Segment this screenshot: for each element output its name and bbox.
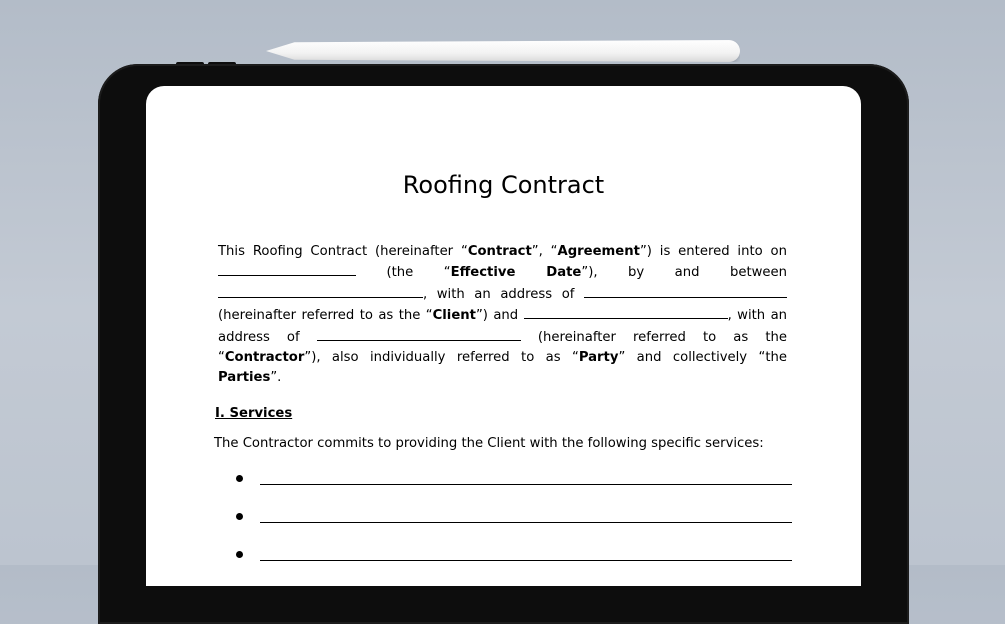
contractor-address-blank[interactable] (317, 327, 521, 341)
service-blank[interactable] (260, 522, 792, 523)
term-client: Client (432, 308, 476, 324)
effective-date-blank[interactable] (218, 262, 356, 276)
intro-text: ”), also individually referred to as “ (304, 350, 579, 366)
service-blank[interactable] (260, 484, 792, 485)
intro-text: ” and collectively “the (618, 350, 787, 366)
term-agreement: Agreement (557, 244, 640, 259)
service-list-item (232, 544, 792, 564)
intro-text: , with an address of (218, 308, 788, 345)
client-name-blank[interactable] (218, 284, 423, 298)
term-effective-date: Effective Date (450, 265, 582, 281)
section-heading-services: I. Services (215, 406, 293, 421)
services-intro-text: The Contractor commits to providing the Client with the following specific services: (214, 436, 764, 451)
intro-text: ”) is entered into on (639, 244, 787, 259)
document-title: Roofing Contract (402, 171, 605, 199)
tablet-screen (146, 86, 861, 586)
contract-document (146, 86, 861, 565)
term-parties: Parties (218, 370, 271, 386)
intro-text: ”. (270, 370, 282, 386)
service-list-item (232, 468, 792, 488)
intro-text: ”), by and between (581, 265, 787, 281)
intro-text: (hereinafter referred to as the “ (218, 308, 433, 324)
bullet-icon (236, 475, 243, 482)
term-contractor: Contractor (224, 350, 305, 366)
bullet-icon (236, 551, 243, 558)
intro-text: ”, “ (531, 244, 558, 259)
stylus-pencil (266, 40, 740, 62)
intro-paragraph (218, 242, 787, 389)
intro-text: This Roofing Contract (hereinafter “ (218, 244, 468, 259)
client-address-blank[interactable] (584, 284, 787, 298)
term-party: Party (578, 350, 619, 366)
service-list-item (232, 506, 792, 526)
term-contract: Contract (467, 244, 532, 259)
bullet-icon (236, 513, 243, 520)
intro-text: , with an address of (423, 286, 575, 302)
service-blank[interactable] (260, 560, 792, 561)
contractor-name-blank[interactable] (524, 305, 728, 319)
intro-text: ”) and (475, 308, 519, 324)
intro-text: (hereinafter referred to as the “ (218, 329, 787, 366)
intro-text: (the “ (356, 265, 451, 281)
